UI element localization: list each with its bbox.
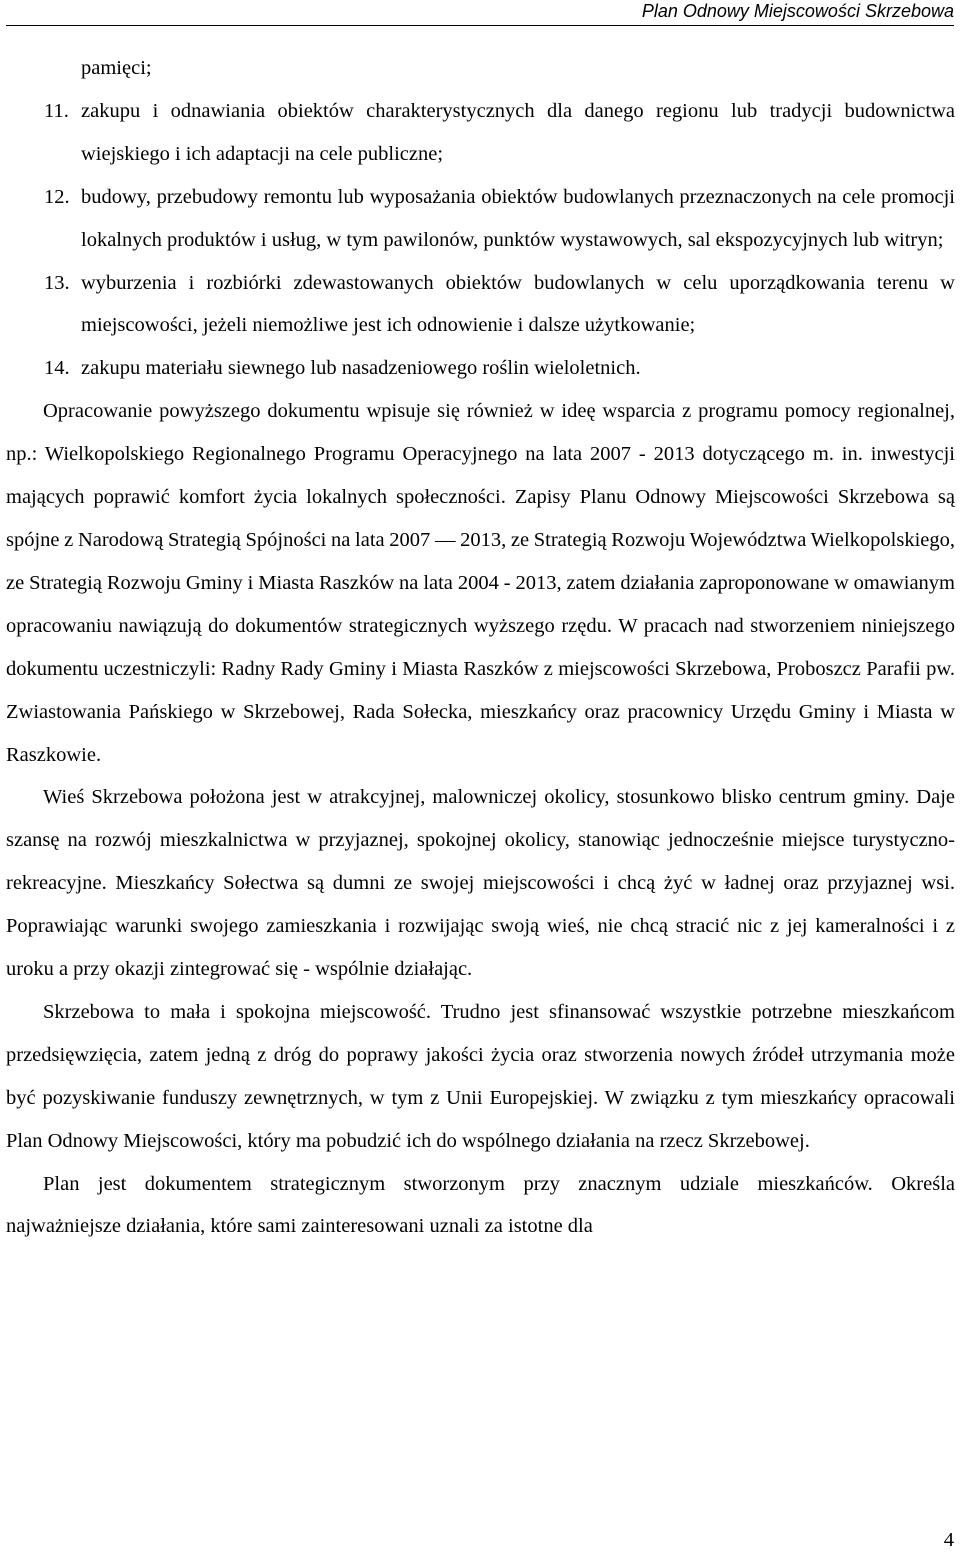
list-number: 14.	[44, 357, 70, 380]
header-rule	[6, 25, 954, 26]
document-body	[6, 47, 955, 1248]
header-title: Plan Odnowy Miejscowości Skrzebowa	[641, 1, 954, 21]
paragraph: Wieś Skrzebowa położona jest w atrakcyjnej, malowniczej okolicy, stosunkowo blisko centrum gminy. Daje szansę na rozwój mieszkalnictwa w przyjaznej, spokojnej okolicy, stanowiąc jednocześnie miejsce turystyczno- rekreacyjne. Mieszkańcy Sołectwa są dumni ze swojej miejscowości i chcą żyć w ładnej oraz przyjaznej wsi. Poprawiając warunki swojego zamieszkania i rozwijając swoją wieś, nie chcą stracić nic z jej kameralności i z uroku a przy okazji zintegrować się - wspólnie działając.	[6, 786, 955, 981]
list-item	[6, 262, 955, 348]
paragraph: Skrzebowa to mała i spokojna miejscowość. Trudno jest sfinansować wszystkie potrzebne mieszkańcom przedsięwzięcia, zatem jedną z dróg do poprawy jakości życia oraz stworzenia nowych źródeł utrzymania może być pozyskiwanie funduszy zewnętrznych, w tym z Unii Europejskiej. W związku z tym mieszkańcy opracowali Plan Odnowy Miejscowości, który ma pobudzić ich do wspólnego działania na rzecz Skrzebowej.	[6, 1000, 955, 1152]
list-number: 13.	[44, 271, 70, 294]
list-item-text: wyburzenia i rozbiórki zdewastowanych obiektów budowlanych w celu uporządkowania terenu w miejscowości, jeżeli niemożliwe jest ich odnowienie i dalsze użytkowanie;	[81, 271, 955, 337]
list-item	[6, 347, 955, 390]
numbered-list	[6, 90, 955, 390]
page-header	[0, 0, 960, 28]
page-number: 4	[943, 1529, 954, 1551]
paragraph: Plan jest dokumentem strategicznym stworzonym przy znacznym udziale mieszkańców. Określa najważniejsze działania, które sami zainteresowani uznali za istotne dla	[6, 1172, 955, 1238]
list-item-text: zakupu i odnawiania obiektów charakterystycznych dla danego regionu lub tradycji budownictwa wiejskiego i ich adaptacji na cele publiczne;	[81, 99, 955, 165]
continuation-text: pamięci;	[81, 57, 152, 79]
list-item-text: budowy, przebudowy remontu lub wyposażania obiektów budowlanych przeznaczonych na cele promocji lokalnych produktów i usług, w tym pawilonów, punktów wystawowych, sal ekspozycyjnych lub witryn;	[81, 185, 955, 251]
list-item	[6, 176, 955, 262]
list-item-text: zakupu materiału siewnego lub nasadzeniowego roślin wieloletnich.	[81, 357, 641, 380]
list-number: 11.	[44, 99, 69, 122]
paragraph: Opracowanie powyższego dokumentu wpisuje się również w ideę wsparcia z programu pomocy regionalnej, np.: Wielkopolskiego Regionalnego Programu Operacyjnego na lata 2007 - 2013 dotyczącego m. in. inwestycji mających poprawić komfort życia lokalnych społeczności. Zapisy Planu Odnowy Miejscowości Skrzebowa są spójne z Narodową Strategią Spójności na lata 2007 — 2013, ze Strategią Rozwoju Województwa Wielkopolskiego, ze Strategią Rozwoju Gminy i Miasta Raszków na lata 2004 - 2013, zatem działania zaproponowane w omawianym opracowaniu nawiązują do dokumentów strategicznych wyższego rzędu. W pracach nad stworzeniem niniejszego dokumentu uczestniczyli: Radny Rady Gminy i Miasta Raszków z miejscowości Skrzebowa, Proboszcz Parafii pw. Zwiastowania Pańskiego w Skrzebowej, Rada Sołecka, mieszkańcy oraz pracownicy Urzędu Gminy i Miasta w Raszkowie.	[6, 400, 955, 766]
list-number: 12.	[44, 185, 70, 208]
list-item	[6, 90, 955, 176]
